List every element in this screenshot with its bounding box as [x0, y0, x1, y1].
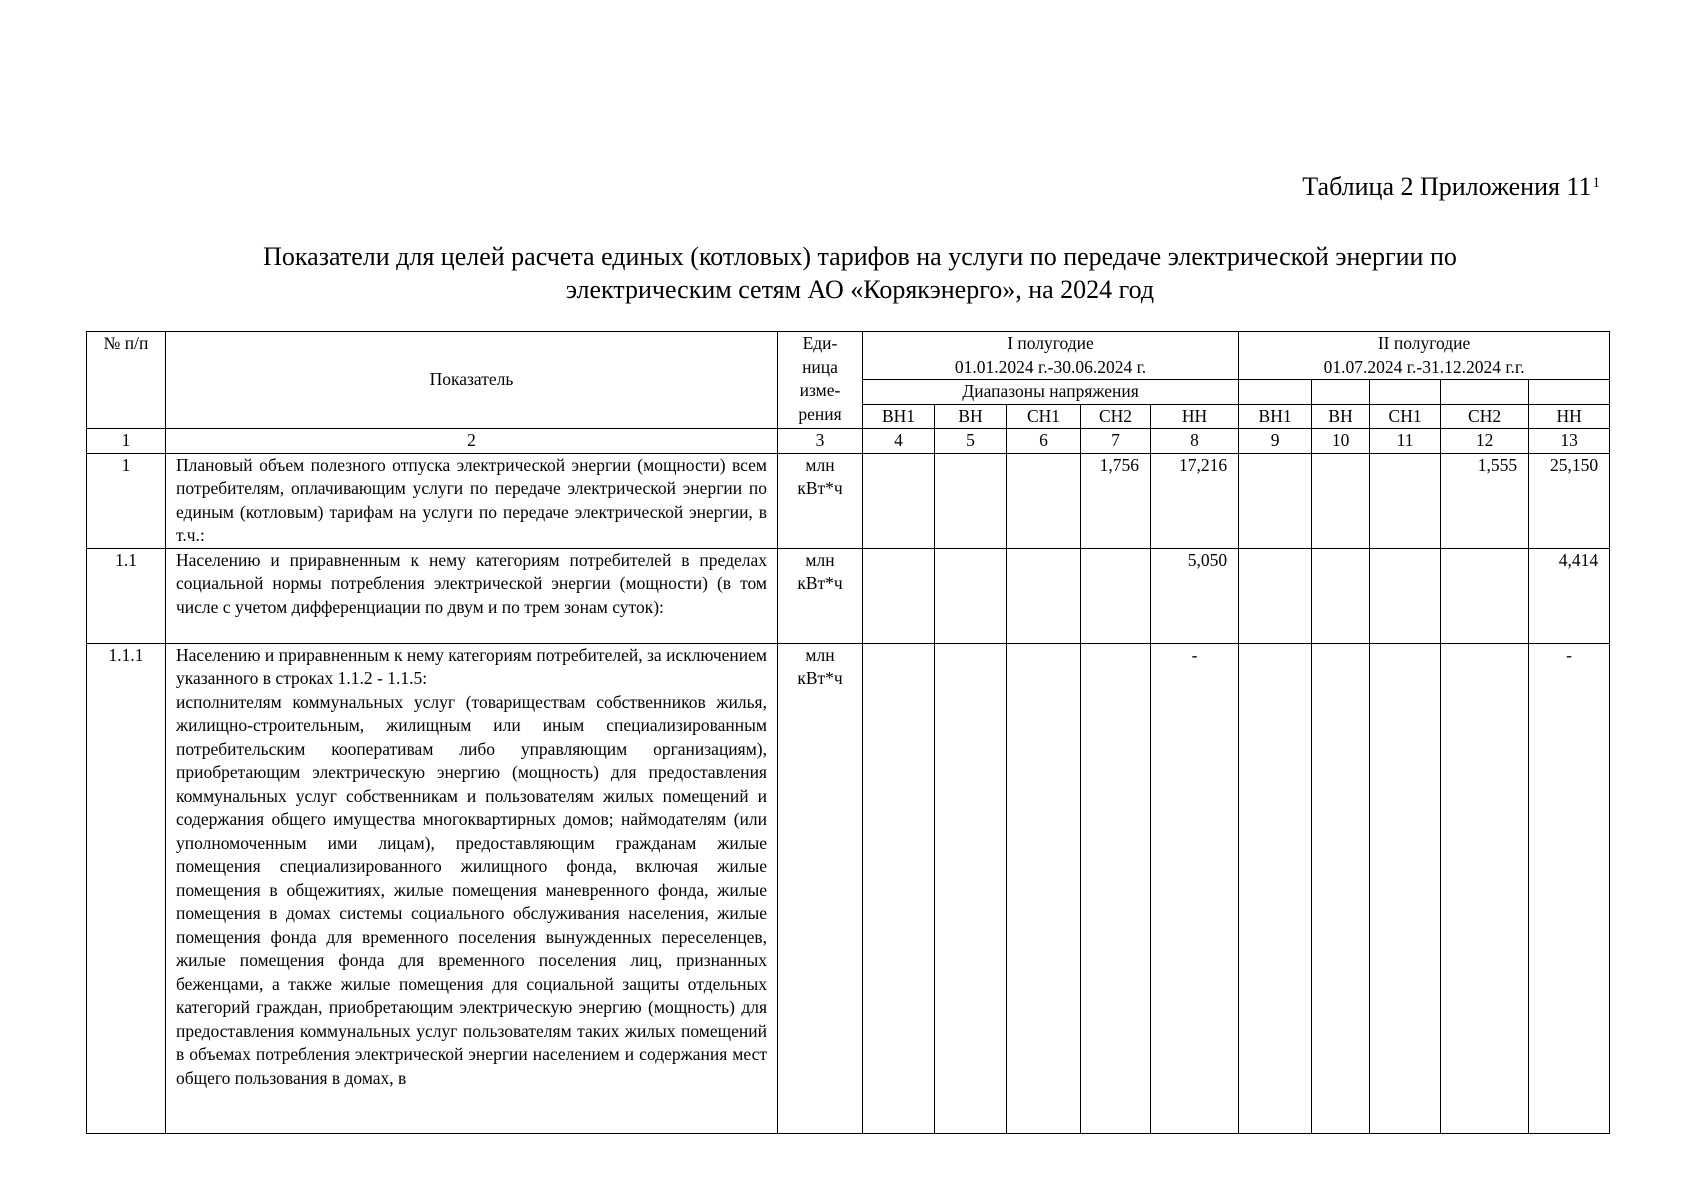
level-h1-sn2: СН2: [1081, 404, 1151, 429]
header-num: № п/п: [87, 332, 166, 429]
row-num: 1.1.1: [87, 643, 166, 1133]
value-cell: -: [1529, 643, 1610, 1133]
col-number: 12: [1441, 429, 1529, 454]
level-h2-vn1: ВН1: [1239, 404, 1312, 429]
header-half-1: I полугодие 01.01.2024 г.-30.06.2024 г.: [863, 332, 1239, 380]
value-cell: 5,050: [1151, 548, 1239, 643]
page-title: [160, 240, 1560, 306]
value-cell: 1,756: [1081, 453, 1151, 548]
title-line-1: Показатели для целей расчета единых (котловых) тарифов на услуги по передаче электрической энергии по: [263, 242, 1457, 271]
value-cell: [935, 548, 1007, 643]
table-row: [87, 548, 1610, 643]
col-number: 8: [1151, 429, 1239, 454]
level-h1-nn: НН: [1151, 404, 1239, 429]
col-number: 7: [1081, 429, 1151, 454]
col-number: 6: [1007, 429, 1081, 454]
row-num: 1: [87, 453, 166, 548]
row-indicator: Плановый объем полезного отпуска электрической энергии (мощности) всем потребителям, оплачивающим услуги по передаче электрической энергии по единым (котловым) тарифам на услуги по передаче электрической энергии, в т.ч.:: [166, 453, 778, 548]
header-empty: [1239, 380, 1312, 405]
value-cell: [1239, 643, 1312, 1133]
col-number: 9: [1239, 429, 1312, 454]
header-half-2: II полугодие 01.07.2024 г.-31.12.2024 г.г.: [1239, 332, 1610, 380]
row-indicator: Населению и приравненным к нему категориям потребителей в пределах социальной нормы потребления электрической энергии (мощности) (в том числе с учетом дифференциации по двум и по трем зонам суток):: [166, 548, 778, 643]
value-cell: [935, 643, 1007, 1133]
footnote-mark: 1: [1592, 175, 1600, 191]
level-h2-sn1: СН1: [1370, 404, 1441, 429]
col-number: 3: [778, 429, 863, 454]
value-cell: [1007, 548, 1081, 643]
table-row: [87, 453, 1610, 548]
header-empty: [1312, 380, 1370, 405]
level-h1-sn1: СН1: [1007, 404, 1081, 429]
indicators-table: [86, 331, 1610, 1134]
value-cell: [935, 453, 1007, 548]
value-cell: [1312, 643, 1370, 1133]
col-number: 11: [1370, 429, 1441, 454]
row-unit: млн кВт*ч: [778, 643, 863, 1133]
col-number: 13: [1529, 429, 1610, 454]
value-cell: [1441, 643, 1529, 1133]
value-cell: -: [1151, 643, 1239, 1133]
value-cell: [863, 453, 935, 548]
col-number: 1: [87, 429, 166, 454]
level-h1-vn: ВН: [935, 404, 1007, 429]
header-unit: Еди- ница изме- рения: [778, 332, 863, 429]
value-cell: [1370, 643, 1441, 1133]
value-cell: [1370, 453, 1441, 548]
value-cell: 17,216: [1151, 453, 1239, 548]
col-number: 5: [935, 429, 1007, 454]
level-h2-vn: ВН: [1312, 404, 1370, 429]
value-cell: [1370, 548, 1441, 643]
value-cell: 1,555: [1441, 453, 1529, 548]
value-cell: [1441, 548, 1529, 643]
value-cell: [1007, 643, 1081, 1133]
column-numbers-row: [87, 429, 1610, 454]
row-unit: млн кВт*ч: [778, 453, 863, 548]
value-cell: [1312, 548, 1370, 643]
table-row: [87, 643, 1610, 1133]
header-empty: [1529, 380, 1610, 405]
col-number: 4: [863, 429, 935, 454]
value-cell: [863, 548, 935, 643]
value-cell: [1081, 548, 1151, 643]
level-h1-vn1: ВН1: [863, 404, 935, 429]
value-cell: [1007, 453, 1081, 548]
title-line-2: электрическим сетям АО «Корякэнерго», на 2024 год: [565, 275, 1155, 304]
row-indicator: Населению и приравненным к нему категориям потребителей, за исключением указанного в строках 1.1.2 - 1.1.5: исполнителям коммунальных услуг (товариществам собственников жилья, жилищно-строительным, жилищным или иным специализированным потребительским кооперативам либо управляющим организациям), приобретающим электрическую энергию (мощность) для предоставления коммунальных услуг собственникам и пользователям жилых помещений и содержания общего имущества многоквартирных домов; наймодателям (или уполномоченным ими лицам), предоставляющим гражданам жилые помещения специализированного жилищного фонда, включая жилые помещения в общежитиях, жилые помещения маневренного фонда, жилые помещения в домах системы социального обслуживания населения, жилые помещения фонда для временного поселения вынужденных переселенцев, жилые помещения фонда для временного поселения лиц, признанных беженцами, а также жилые помещения для социальной защиты отдельных категорий граждан, приобретающим электрическую энергию (мощность) для предоставления коммунальных услуг пользователям таких жилых помещений в объемах потребления электрической энергии населением и содержания мест общего пользования в домах, в: [166, 643, 778, 1133]
col-number: 10: [1312, 429, 1370, 454]
header-voltage-ranges: Диапазоны напряжения: [863, 380, 1239, 405]
col-number: 2: [166, 429, 778, 454]
level-h2-nn: НН: [1529, 404, 1610, 429]
value-cell: [1081, 643, 1151, 1133]
value-cell: [1239, 548, 1312, 643]
value-cell: [1312, 453, 1370, 548]
annex-label: Таблица 2 Приложения $11^1$: [1302, 172, 1600, 201]
header-indicator: Показатель: [166, 332, 778, 429]
value-cell: [863, 643, 935, 1133]
value-cell: 4,414: [1529, 548, 1610, 643]
value-cell: [1239, 453, 1312, 548]
row-num: 1.1: [87, 548, 166, 643]
level-h2-sn2: СН2: [1441, 404, 1529, 429]
row-unit: млн кВт*ч: [778, 548, 863, 643]
header-empty: [1441, 380, 1529, 405]
value-cell: 25,150: [1529, 453, 1610, 548]
header-empty: [1370, 380, 1441, 405]
